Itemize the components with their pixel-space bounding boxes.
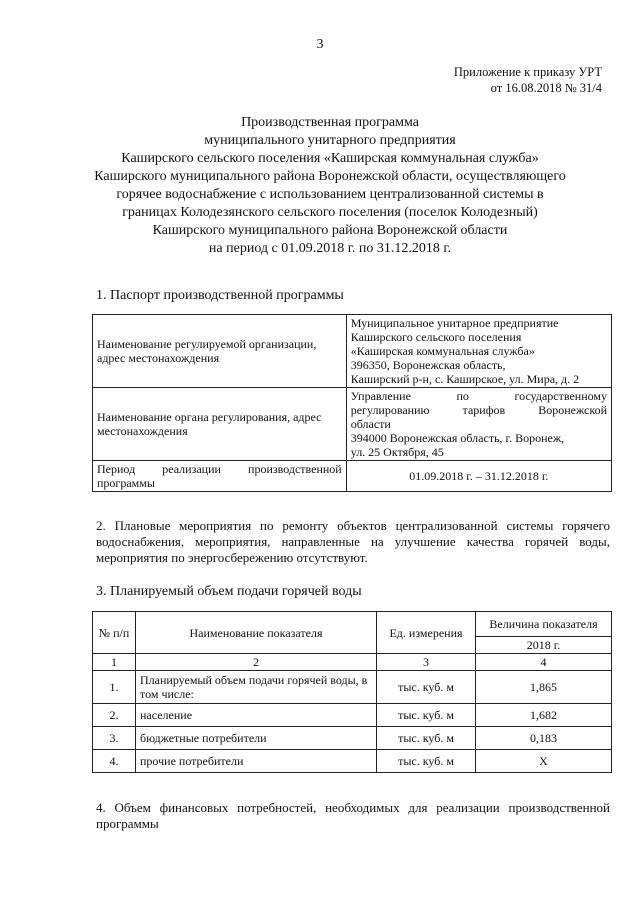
title-line: на период с 01.09.2018 г. по 31.12.2018 г.	[208, 241, 452, 256]
table-row	[93, 315, 612, 388]
col-number: 3	[377, 654, 476, 671]
row-unit: тыс. куб. м	[377, 671, 476, 704]
value-line: Управление по государственному	[350, 389, 607, 403]
table-row	[93, 461, 612, 492]
value-line: «Каширская коммунальная служба»	[350, 344, 535, 358]
title-line: Каширского сельского поселения «Каширская коммунальная служба»	[121, 151, 539, 166]
value-line: 396350, Воронежская область,	[350, 358, 506, 372]
value-line: Каширского сельского поселения	[350, 330, 522, 344]
table-row	[93, 727, 612, 750]
row-value: 1,682	[476, 704, 612, 727]
row-value: 1,865	[476, 671, 612, 704]
table-header-row	[93, 612, 612, 637]
appendix-line: Приложение к приказу УРТ	[453, 65, 602, 79]
row-name: бюджетные потребители	[136, 727, 377, 750]
row-unit: тыс. куб. м	[377, 704, 476, 727]
col-number: 1	[93, 654, 136, 671]
table-row	[93, 750, 612, 773]
passport-label: Наименование органа регулирования, адрес местонахождения	[93, 388, 347, 461]
title-line: Каширского муниципального района Воронежской области	[152, 223, 508, 238]
row-value: Х	[476, 750, 612, 773]
label-line: Период реализации производственной	[97, 462, 342, 476]
header-name: Наименование показателя	[136, 612, 377, 654]
passport-value	[346, 315, 611, 388]
row-name: Планируемый объем подачи горячей воды, в том числе:	[136, 671, 377, 704]
title-line: горячее водоснабжение с использованием централизованной системы в	[116, 187, 544, 202]
value-line: регулированию тарифов Воронежской	[350, 403, 607, 417]
passport-label: Наименование регулируемой организации, адрес местонахождения	[93, 315, 347, 388]
appendix-reference	[454, 64, 602, 96]
row-name: население	[136, 704, 377, 727]
value-line: Муниципальное унитарное предприятие	[350, 316, 559, 330]
appendix-date-line: от 16.08.2018 № 31/4	[490, 81, 602, 95]
title-line: границах Колодезянского сельского поселения (поселок Колодезный)	[122, 205, 538, 220]
hot-water-volume-table	[92, 611, 612, 773]
section2-text: 2. Плановые мероприятия по ремонту объектов централизованной системы горячего водоснабжения, мероприятия, направленные на улучшение качества горячей воды, мероприятия по энергосбережению отсутствуют.	[96, 518, 610, 565]
row-num: 3.	[93, 727, 136, 750]
header-num: № п/п	[93, 612, 136, 654]
section4-text: 4. Объем финансовых потребностей, необходимых для реализации производственной программы	[96, 800, 610, 831]
row-unit: тыс. куб. м	[377, 727, 476, 750]
value-line: области	[350, 417, 391, 431]
header-value: Величина показателя	[476, 612, 612, 637]
value-line: 394000 Воронежская область, г. Воронеж,	[350, 431, 565, 445]
header-year: 2018 г.	[476, 637, 612, 654]
passport-value	[346, 388, 611, 461]
document-title	[60, 114, 600, 258]
title-line: Каширского муниципального района Воронежской области, осуществляющего	[94, 169, 566, 184]
title-line: Производственная программа	[241, 115, 419, 130]
value-line: ул. 25 Октября, 45	[350, 445, 444, 459]
passport-table	[92, 314, 612, 492]
table-row	[93, 388, 612, 461]
passport-label	[93, 461, 347, 492]
col-number: 4	[476, 654, 612, 671]
header-unit: Ед. измерения	[377, 612, 476, 654]
row-num: 1.	[93, 671, 136, 704]
row-num: 2.	[93, 704, 136, 727]
passport-value: 01.09.2018 г. – 31.12.2018 г.	[346, 461, 611, 492]
row-unit: тыс. куб. м	[377, 750, 476, 773]
row-num: 4.	[93, 750, 136, 773]
table-row	[93, 704, 612, 727]
row-name: прочие потребители	[136, 750, 377, 773]
section1-heading: 1. Паспорт производственной программы	[96, 288, 344, 303]
page-number: 3	[316, 37, 324, 52]
table-row	[93, 671, 612, 704]
section3-heading: 3. Планируемый объем подачи горячей воды	[96, 584, 362, 599]
column-number-row	[93, 654, 612, 671]
col-number: 2	[136, 654, 377, 671]
label-line: программы	[97, 476, 155, 490]
value-line: Каширский р-н, с. Каширское, ул. Мира, д. 2	[350, 372, 580, 386]
title-line: муниципального унитарного предприятия	[204, 133, 456, 148]
row-value: 0,183	[476, 727, 612, 750]
